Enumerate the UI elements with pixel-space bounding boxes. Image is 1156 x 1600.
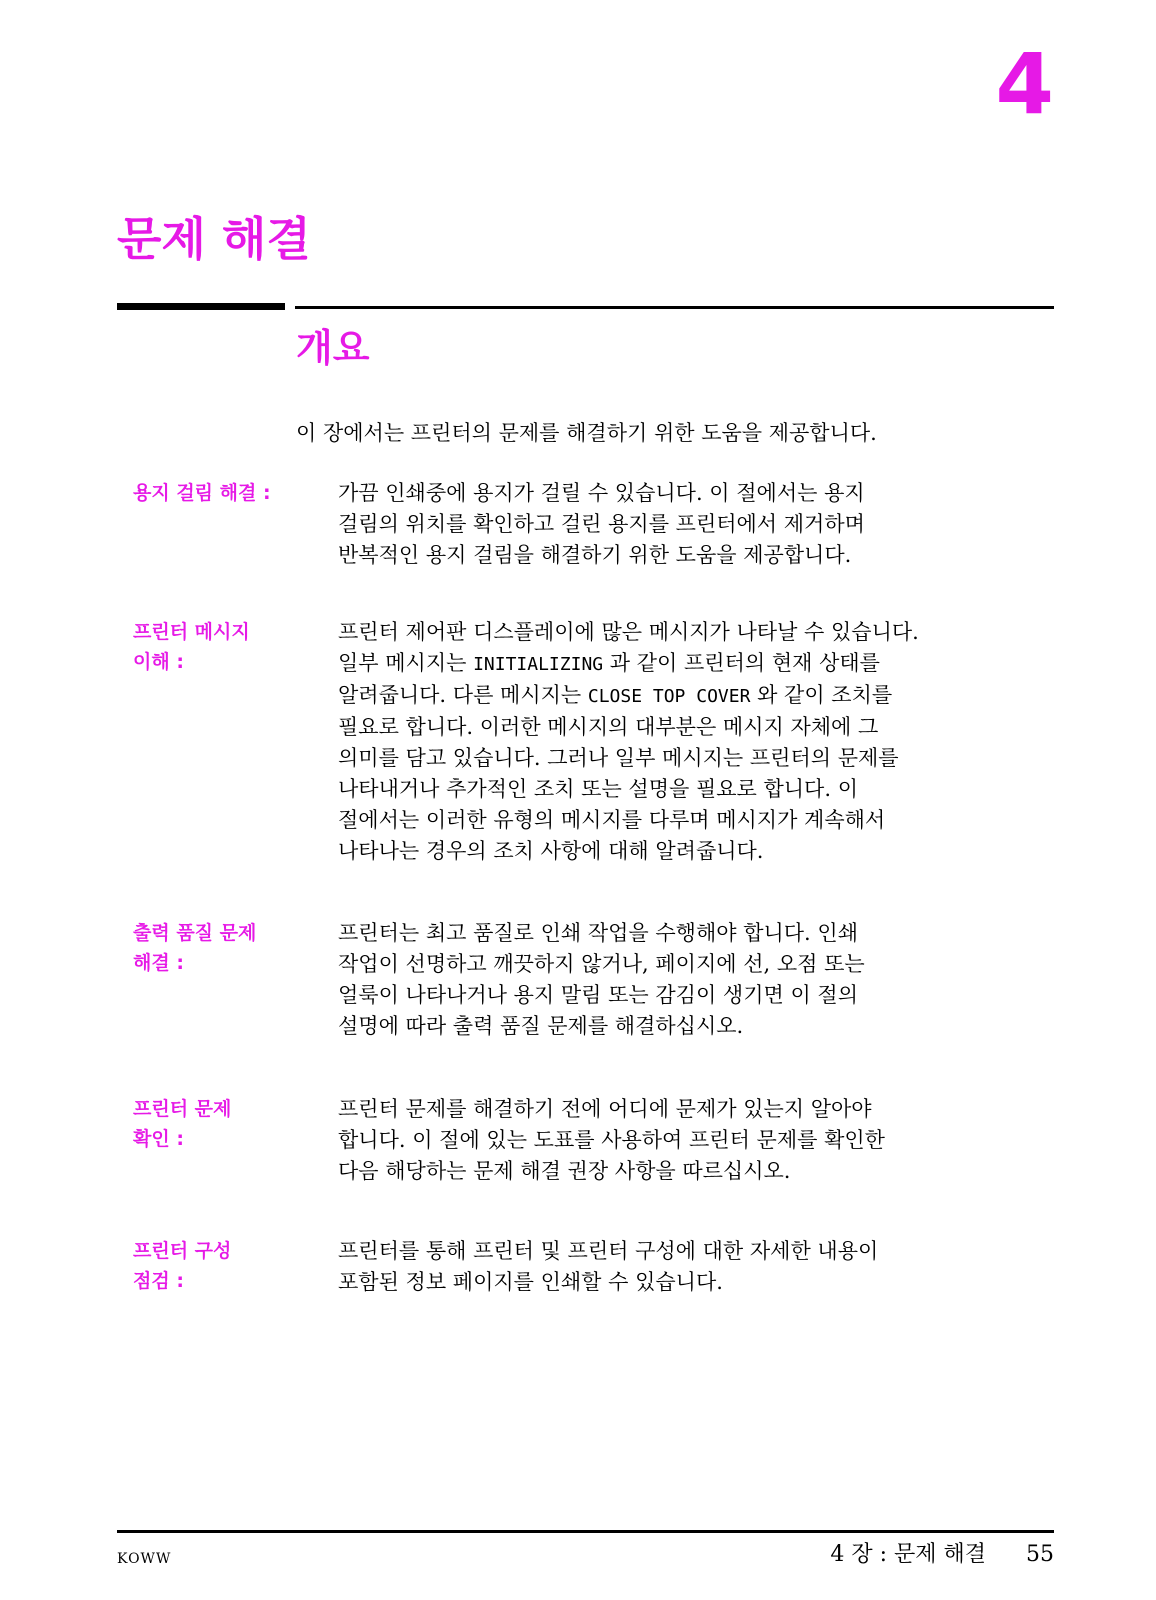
topic-label bbox=[133, 1236, 323, 1296]
text-line bbox=[338, 918, 1038, 949]
text-line bbox=[338, 680, 1038, 712]
topic-label-line: 프린터 문제 bbox=[133, 1098, 232, 1120]
section-title: 개요 bbox=[296, 326, 370, 370]
display-message: INITIALIZING bbox=[473, 654, 604, 675]
intro-paragraph: 이 장에서는 프린터의 문제를 해결하기 위한 도움을 제공합니다. bbox=[296, 421, 877, 445]
text-segment: 가끔 인쇄중에 용지가 걸릴 수 있습니다. 이 절에서는 용지 bbox=[338, 481, 865, 505]
text-line bbox=[338, 540, 1038, 571]
topic-label bbox=[133, 1094, 323, 1154]
text-segment: 필요로 합니다. 이러한 메시지의 대부분은 메시지 자체에 그 bbox=[338, 715, 879, 739]
topic-text bbox=[338, 1094, 1038, 1187]
text-line bbox=[338, 1156, 1038, 1187]
topic-text bbox=[338, 918, 1038, 1042]
footer-rule bbox=[117, 1530, 1054, 1533]
text-line bbox=[338, 743, 1038, 774]
chapter-number: 4 bbox=[995, 35, 1054, 133]
text-segment: 프린터 문제를 해결하기 전에 어디에 문제가 있는지 알아야 bbox=[338, 1097, 872, 1121]
text-line bbox=[338, 1267, 1038, 1298]
text-segment: 의미를 담고 있습니다. 그러나 일부 메시지는 프린터의 문제를 bbox=[338, 746, 899, 770]
text-segment: 알려줍니다. 다른 메시지는 bbox=[338, 683, 588, 707]
topic-text bbox=[338, 617, 1038, 867]
footer-page-number: 55 bbox=[1026, 1542, 1054, 1567]
text-line bbox=[338, 774, 1038, 805]
topic-text bbox=[338, 478, 1038, 571]
topic-text bbox=[338, 1236, 1038, 1298]
footer-left: KOWW bbox=[117, 1551, 172, 1567]
text-line bbox=[338, 617, 1038, 648]
text-segment: 와 같이 조치를 bbox=[750, 683, 893, 707]
topic-label-line: 확인 : bbox=[133, 1128, 184, 1150]
text-segment: 프린터 제어판 디스플레이에 많은 메시지가 나타날 수 있습니다. bbox=[338, 620, 919, 644]
text-segment: 절에서는 이러한 유형의 메시지를 다루며 메시지가 계속해서 bbox=[338, 808, 886, 832]
text-line bbox=[338, 648, 1038, 680]
topic-label-line: 이해 : bbox=[133, 651, 184, 673]
topic-label-line: 출력 품질 문제 bbox=[133, 922, 257, 944]
topic-label-line: 점검 : bbox=[133, 1270, 184, 1292]
text-segment: 일부 메시지는 bbox=[338, 651, 474, 675]
text-segment: 작업이 선명하고 깨끗하지 않거나, 페이지에 선, 오점 또는 bbox=[338, 952, 865, 976]
footer-chapter: 4 장 : 문제 해결 bbox=[830, 1542, 986, 1567]
footer-right bbox=[830, 1537, 1054, 1568]
topic-label-line: 용지 걸림 해결 : bbox=[133, 482, 271, 504]
text-segment: 나타나는 경우의 조치 사항에 대해 알려줍니다. bbox=[338, 839, 764, 863]
text-segment: 합니다. 이 절에 있는 도표를 사용하여 프린터 문제를 확인한 bbox=[338, 1128, 885, 1152]
text-segment: 다음 해당하는 문제 해결 권장 사항을 따르십시오. bbox=[338, 1159, 791, 1183]
chapter-title: 문제 해결 bbox=[117, 212, 311, 266]
topic-label-line: 프린터 메시지 bbox=[133, 621, 250, 643]
text-line bbox=[338, 1236, 1038, 1267]
text-line bbox=[338, 1125, 1038, 1156]
text-segment: 반복적인 용지 걸림을 해결하기 위한 도움을 제공합니다. bbox=[338, 543, 852, 567]
text-segment: 걸림의 위치를 확인하고 걸린 용지를 프린터에서 제거하며 bbox=[338, 512, 865, 536]
title-rule-thick bbox=[117, 303, 285, 310]
text-segment: 얼룩이 나타나거나 용지 말림 또는 감김이 생기면 이 절의 bbox=[338, 983, 858, 1007]
text-segment: 설명에 따라 출력 품질 문제를 해결하십시오. bbox=[338, 1014, 744, 1038]
text-line bbox=[338, 836, 1038, 867]
text-line bbox=[338, 712, 1038, 743]
display-message: CLOSE TOP COVER bbox=[587, 686, 751, 707]
text-segment: 나타내거나 추가적인 조치 또는 설명을 필요로 합니다. 이 bbox=[338, 777, 858, 801]
text-line bbox=[338, 509, 1038, 540]
text-line bbox=[338, 949, 1038, 980]
topic-label bbox=[133, 918, 323, 978]
text-segment: 프린터를 통해 프린터 및 프린터 구성에 대한 자세한 내용이 bbox=[338, 1239, 879, 1263]
topic-label-line: 프린터 구성 bbox=[133, 1240, 232, 1262]
text-line bbox=[338, 1094, 1038, 1125]
topic-label bbox=[133, 478, 323, 508]
topic-label-line: 해결 : bbox=[133, 952, 184, 974]
topic-label bbox=[133, 617, 323, 677]
text-segment: 과 같이 프린터의 현재 상태를 bbox=[603, 651, 880, 675]
text-segment: 프린터는 최고 품질로 인쇄 작업을 수행해야 합니다. 인쇄 bbox=[338, 921, 858, 945]
text-line bbox=[338, 1011, 1038, 1042]
title-rule-thin bbox=[295, 306, 1054, 309]
text-segment: 포함된 정보 페이지를 인쇄할 수 있습니다. bbox=[338, 1270, 723, 1294]
text-line bbox=[338, 980, 1038, 1011]
text-line bbox=[338, 478, 1038, 509]
text-line bbox=[338, 805, 1038, 836]
